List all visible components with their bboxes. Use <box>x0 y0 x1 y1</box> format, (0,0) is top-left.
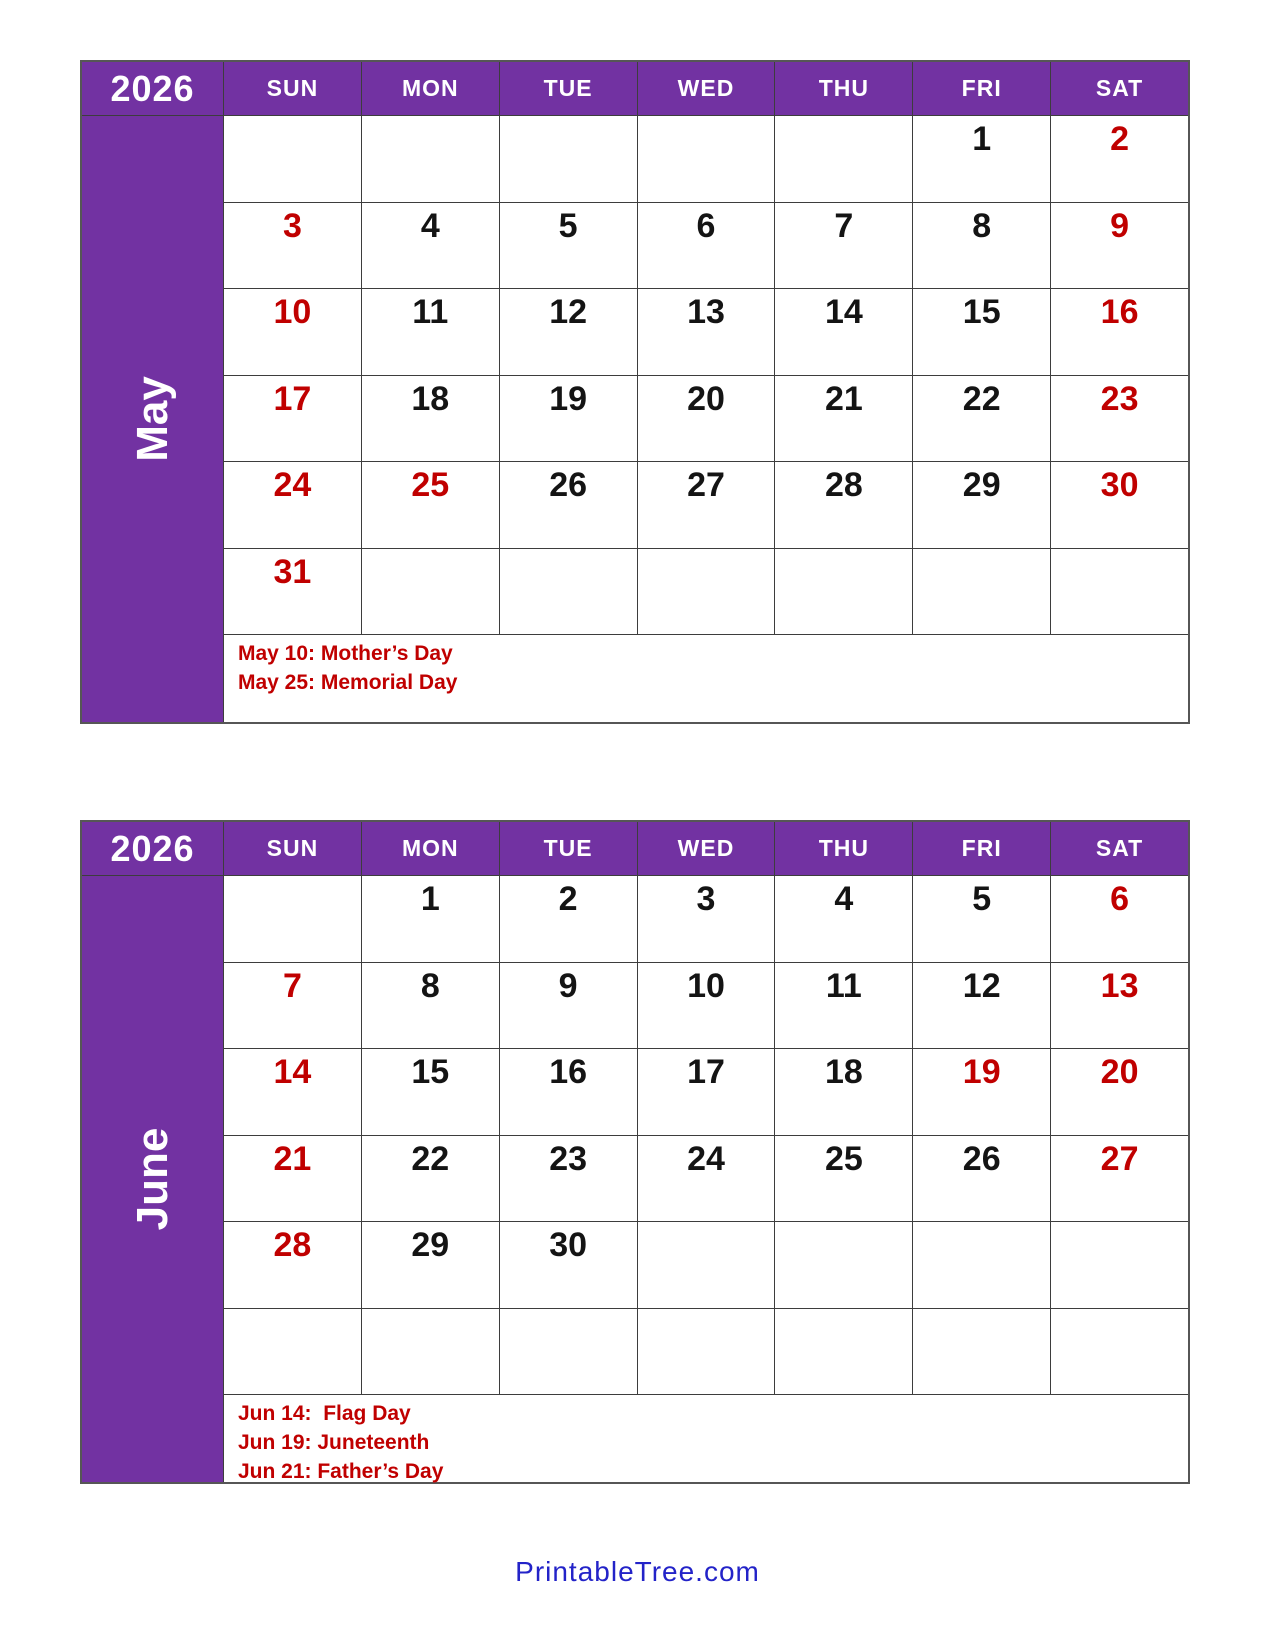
day-cell-may-19 <box>500 376 637 462</box>
day-cell-may-30 <box>1051 462 1188 548</box>
day-number: 15 <box>411 1053 450 1091</box>
day-number: 12 <box>549 293 588 331</box>
day-cell-empty <box>775 1222 912 1308</box>
day-cell-june-5 <box>913 876 1050 962</box>
day-header-tue: TUE <box>500 822 637 875</box>
day-cell-empty <box>913 1309 1050 1395</box>
day-cell-empty <box>638 116 775 202</box>
day-cell-may-13 <box>638 289 775 375</box>
day-number: 21 <box>824 379 863 418</box>
day-number: 14 <box>273 1053 312 1091</box>
day-header-mon: MON <box>362 62 499 115</box>
day-number: 22 <box>962 379 1001 418</box>
day-cell-empty <box>638 549 775 635</box>
day-number: 27 <box>1100 1139 1139 1178</box>
month-sidebar <box>82 876 223 1482</box>
day-cell-june-2 <box>500 876 637 962</box>
day-cell-may-14 <box>775 289 912 375</box>
day-cell-june-22 <box>362 1136 499 1222</box>
year-label: 2026 <box>82 62 223 115</box>
day-number: 13 <box>687 293 725 331</box>
day-cell-empty <box>362 1309 499 1395</box>
day-number: 20 <box>687 379 725 418</box>
day-cell-may-6 <box>638 203 775 289</box>
calendar-june-2026 <box>80 820 1190 1484</box>
day-number: 14 <box>824 293 863 331</box>
day-number: 30 <box>1100 466 1139 504</box>
day-cell-june-8 <box>362 963 499 1049</box>
day-cell-may-4 <box>362 203 499 289</box>
day-header-mon: MON <box>362 822 499 875</box>
day-number: 5 <box>558 206 578 245</box>
calendar-may-2026 <box>80 60 1190 724</box>
day-number: 26 <box>549 466 588 504</box>
day-number: 28 <box>273 1226 312 1264</box>
month-name: May <box>127 376 177 462</box>
day-header-tue: TUE <box>500 62 637 115</box>
day-cell-june-17 <box>638 1049 775 1135</box>
day-cell-may-28 <box>775 462 912 548</box>
holiday-notes <box>224 635 1188 722</box>
day-cell-june-28 <box>224 1222 361 1308</box>
day-header-sun: SUN <box>224 62 361 115</box>
day-cell-may-25 <box>362 462 499 548</box>
day-cell-june-29 <box>362 1222 499 1308</box>
day-cell-june-12 <box>913 963 1050 1049</box>
day-number: 29 <box>411 1226 450 1264</box>
day-cell-empty <box>362 549 499 635</box>
day-cell-june-6 <box>1051 876 1188 962</box>
day-cell-june-26 <box>913 1136 1050 1222</box>
day-cell-june-11 <box>775 963 912 1049</box>
day-number: 23 <box>1100 379 1139 418</box>
day-cell-may-2 <box>1051 116 1188 202</box>
day-cell-empty <box>224 1309 361 1395</box>
year-label: 2026 <box>82 822 223 875</box>
day-number: 19 <box>962 1053 1001 1091</box>
day-number: 26 <box>962 1139 1001 1178</box>
day-header-wed: WED <box>638 822 775 875</box>
day-cell-may-21 <box>775 376 912 462</box>
day-number: 27 <box>687 466 725 504</box>
day-header-thu: THU <box>775 822 912 875</box>
holiday-note: Jun 19: Juneteenth <box>238 1431 430 1454</box>
day-cell-june-24 <box>638 1136 775 1222</box>
day-cell-june-15 <box>362 1049 499 1135</box>
day-header-thu: THU <box>775 62 912 115</box>
holiday-note: May 25: Memorial Day <box>238 671 458 694</box>
day-number: 3 <box>696 880 716 918</box>
day-number: 21 <box>273 1139 312 1178</box>
day-cell-june-13 <box>1051 963 1188 1049</box>
day-cell-may-1 <box>913 116 1050 202</box>
day-cell-empty <box>224 876 361 962</box>
day-cell-may-15 <box>913 289 1050 375</box>
day-cell-empty <box>224 116 361 202</box>
day-cell-june-30 <box>500 1222 637 1308</box>
day-cell-may-12 <box>500 289 637 375</box>
day-number: 23 <box>549 1139 588 1178</box>
day-number: 4 <box>834 880 854 918</box>
day-number: 9 <box>558 966 578 1005</box>
day-cell-empty <box>500 116 637 202</box>
day-number: 11 <box>412 293 449 331</box>
day-number: 18 <box>824 1053 863 1091</box>
day-cell-may-9 <box>1051 203 1188 289</box>
day-number: 31 <box>273 552 312 591</box>
day-number: 12 <box>962 966 1001 1005</box>
day-cell-empty <box>1051 1309 1188 1395</box>
day-number: 10 <box>687 966 725 1005</box>
day-number: 15 <box>962 293 1001 331</box>
day-cell-may-20 <box>638 376 775 462</box>
day-number: 7 <box>834 206 854 245</box>
day-number: 25 <box>824 1139 863 1178</box>
day-header-sun: SUN <box>224 822 361 875</box>
day-cell-may-26 <box>500 462 637 548</box>
day-cell-empty <box>775 549 912 635</box>
day-number: 3 <box>282 206 302 245</box>
holiday-note: Jun 21: Father’s Day <box>238 1460 444 1483</box>
day-cell-june-18 <box>775 1049 912 1135</box>
day-header-fri: FRI <box>913 822 1050 875</box>
day-number: 24 <box>273 466 312 504</box>
day-cell-empty <box>1051 1222 1188 1308</box>
day-number: 8 <box>420 966 440 1005</box>
day-cell-june-25 <box>775 1136 912 1222</box>
day-number: 20 <box>1100 1053 1139 1091</box>
day-cell-june-7 <box>224 963 361 1049</box>
day-number: 9 <box>1110 206 1130 245</box>
day-cell-empty <box>500 549 637 635</box>
day-number: 4 <box>420 206 440 245</box>
day-cell-may-3 <box>224 203 361 289</box>
day-cell-june-19 <box>913 1049 1050 1135</box>
day-cell-may-10 <box>224 289 361 375</box>
holiday-note: Jun 14: Flag Day <box>238 1402 411 1425</box>
day-cell-empty <box>638 1222 775 1308</box>
day-cell-empty <box>638 1309 775 1395</box>
day-cell-empty <box>913 1222 1050 1308</box>
month-sidebar <box>82 116 223 722</box>
day-number: 8 <box>972 206 992 245</box>
day-cell-june-27 <box>1051 1136 1188 1222</box>
day-number: 11 <box>825 966 862 1005</box>
day-cell-june-20 <box>1051 1049 1188 1135</box>
day-cell-may-27 <box>638 462 775 548</box>
holiday-notes <box>224 1395 1188 1482</box>
day-number: 1 <box>420 880 440 918</box>
day-cell-june-1 <box>362 876 499 962</box>
footer <box>0 1556 1275 1588</box>
day-number: 13 <box>1100 966 1139 1005</box>
day-number: 18 <box>411 379 450 418</box>
day-number: 2 <box>558 880 578 918</box>
day-number: 7 <box>282 966 302 1005</box>
day-cell-june-14 <box>224 1049 361 1135</box>
day-cell-may-23 <box>1051 376 1188 462</box>
day-cell-may-24 <box>224 462 361 548</box>
day-number: 10 <box>273 293 312 331</box>
day-cell-empty <box>500 1309 637 1395</box>
day-number: 25 <box>411 466 450 504</box>
day-number: 22 <box>411 1139 450 1178</box>
day-cell-may-8 <box>913 203 1050 289</box>
holiday-note: May 10: Mother’s Day <box>238 642 453 665</box>
day-number: 6 <box>696 206 716 245</box>
day-cell-june-16 <box>500 1049 637 1135</box>
day-cell-may-16 <box>1051 289 1188 375</box>
day-number: 16 <box>1100 293 1139 331</box>
day-number: 24 <box>687 1139 725 1178</box>
day-cell-empty <box>362 116 499 202</box>
day-cell-may-7 <box>775 203 912 289</box>
day-cell-may-5 <box>500 203 637 289</box>
day-cell-june-4 <box>775 876 912 962</box>
day-header-wed: WED <box>638 62 775 115</box>
day-cell-june-21 <box>224 1136 361 1222</box>
day-cell-may-17 <box>224 376 361 462</box>
day-number: 1 <box>972 120 992 158</box>
day-cell-june-3 <box>638 876 775 962</box>
day-cell-june-10 <box>638 963 775 1049</box>
day-header-sat: SAT <box>1051 62 1188 115</box>
day-number: 17 <box>687 1053 725 1091</box>
day-header-fri: FRI <box>913 62 1050 115</box>
day-cell-may-29 <box>913 462 1050 548</box>
day-cell-empty <box>1051 549 1188 635</box>
day-cell-empty <box>775 116 912 202</box>
day-number: 5 <box>972 880 992 918</box>
day-cell-empty <box>775 1309 912 1395</box>
day-cell-may-11 <box>362 289 499 375</box>
day-number: 19 <box>549 379 588 418</box>
day-cell-may-22 <box>913 376 1050 462</box>
day-cell-may-31 <box>224 549 361 635</box>
printabletree-link[interactable]: PrintableTree.com <box>515 1556 760 1587</box>
day-cell-may-18 <box>362 376 499 462</box>
day-number: 28 <box>824 466 863 504</box>
day-number: 30 <box>549 1226 588 1264</box>
day-header-sat: SAT <box>1051 822 1188 875</box>
day-number: 6 <box>1110 880 1130 918</box>
day-number: 29 <box>962 466 1001 504</box>
day-number: 16 <box>549 1053 588 1091</box>
day-number: 2 <box>1110 120 1130 158</box>
day-cell-june-23 <box>500 1136 637 1222</box>
day-cell-empty <box>913 549 1050 635</box>
month-name: June <box>127 1127 177 1231</box>
day-number: 17 <box>273 379 312 418</box>
day-cell-june-9 <box>500 963 637 1049</box>
